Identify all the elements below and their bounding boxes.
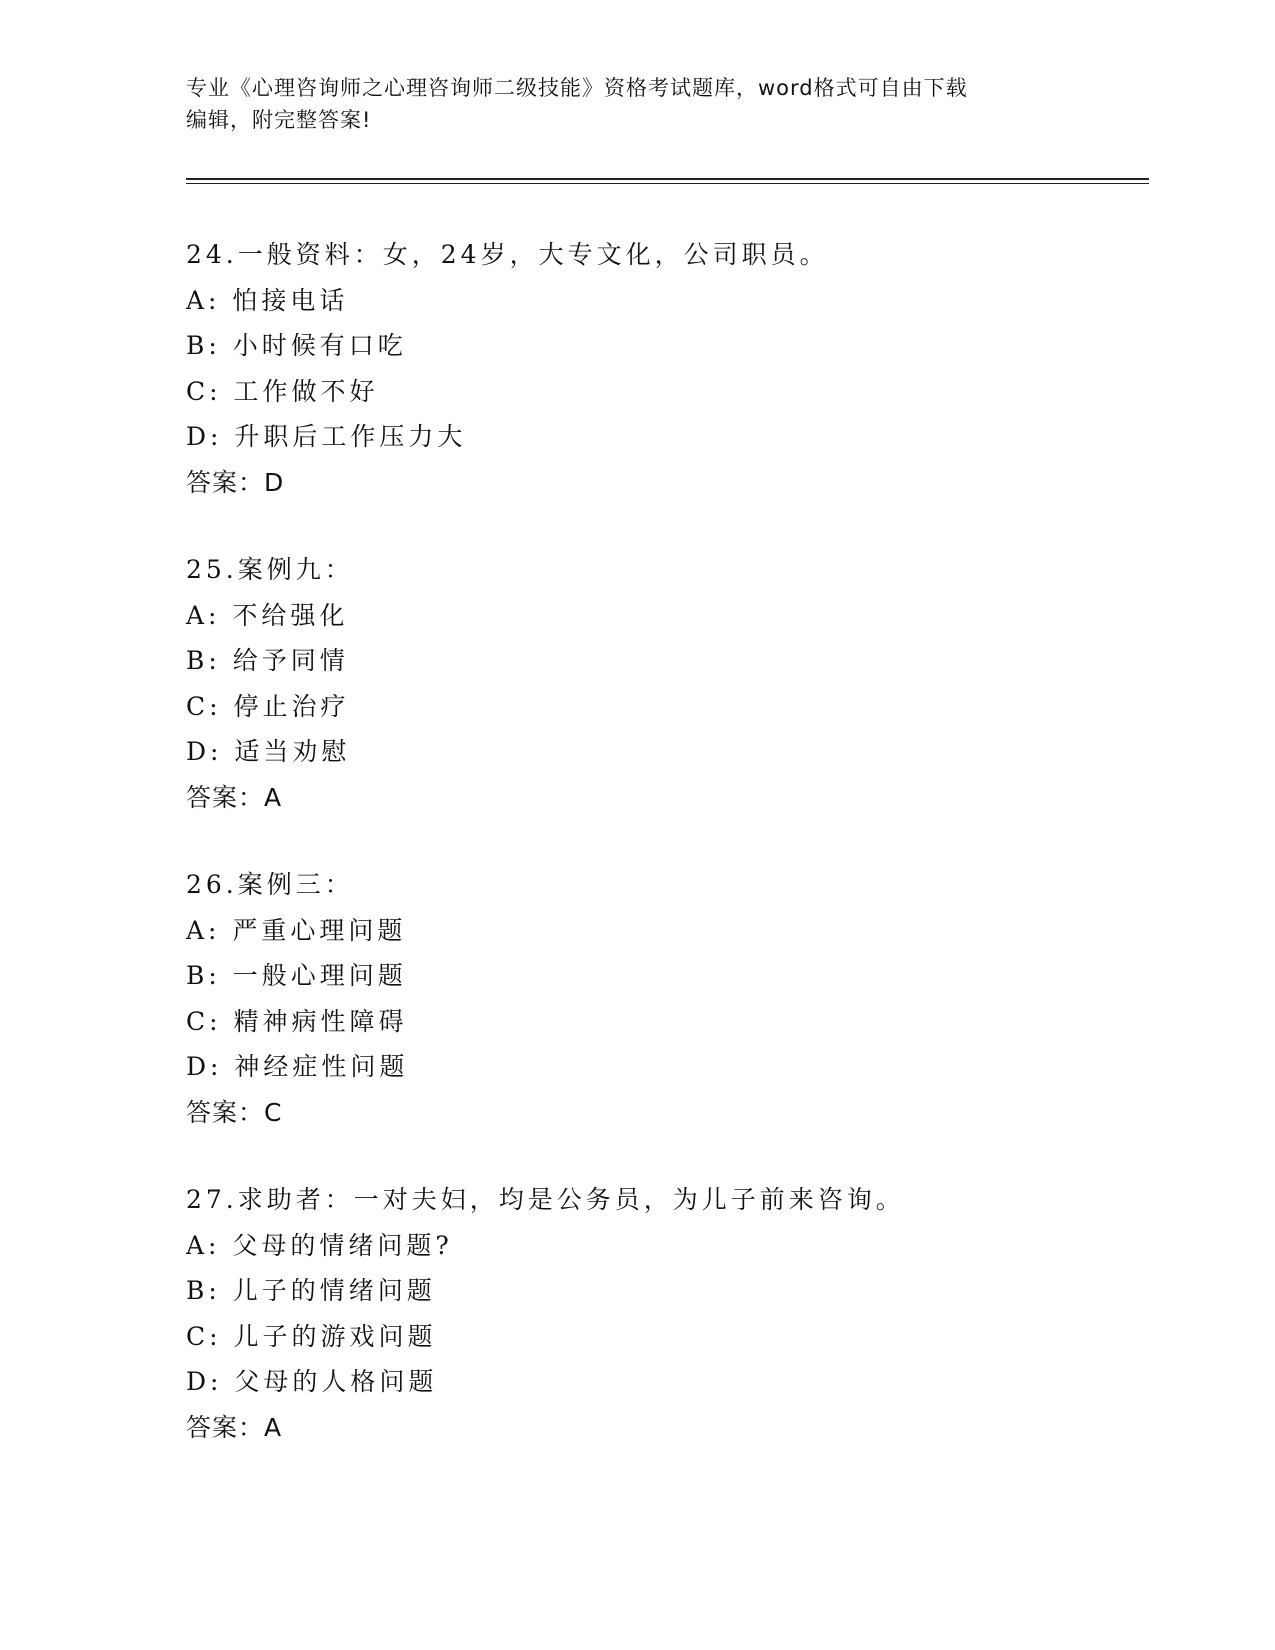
header-line-1: 专业《心理咨询师之心理咨询师二级技能》资格考试题库，word格式可自由下载 bbox=[186, 76, 968, 100]
question-block bbox=[186, 862, 408, 1135]
option-c: C: 工作做不好 bbox=[186, 376, 379, 406]
question-stem: 26.案例三： bbox=[186, 870, 354, 899]
answer-line: 答案：C bbox=[186, 1097, 283, 1127]
header-divider bbox=[186, 178, 1149, 184]
option-b: B: 一般心理问题 bbox=[186, 961, 407, 990]
option-b: B: 儿子的情绪问题 bbox=[186, 1276, 436, 1305]
question-block bbox=[186, 1177, 905, 1450]
option-a: A: 怕接电话 bbox=[186, 285, 349, 315]
question-stem: 24.一般资料：女，24岁，大专文化，公司职员。 bbox=[186, 240, 829, 269]
option-c: C: 停止治疗 bbox=[186, 691, 350, 721]
answer-line: 答案：D bbox=[186, 467, 285, 497]
answer-line: 答案：A bbox=[186, 782, 283, 812]
option-c: C: 精神病性障碍 bbox=[186, 1006, 408, 1036]
option-b: B: 小时候有口吃 bbox=[186, 331, 407, 360]
question-stem: 25.案例九： bbox=[186, 555, 354, 584]
option-a: A: 严重心理问题 bbox=[186, 915, 407, 945]
option-a: A: 不给强化 bbox=[186, 600, 349, 630]
option-d: D: 神经症性问题 bbox=[186, 1052, 409, 1081]
option-d: D: 升职后工作压力大 bbox=[186, 422, 467, 451]
question-stem: 27.求助者：一对夫妇，均是公务员，为儿子前来咨询。 bbox=[186, 1185, 905, 1214]
document-header bbox=[186, 72, 1066, 136]
option-c: C: 儿子的游戏问题 bbox=[186, 1321, 437, 1351]
answer-line: 答案：A bbox=[186, 1412, 283, 1442]
header-line-2: 编辑，附完整答案! bbox=[186, 108, 372, 132]
question-block bbox=[186, 232, 829, 505]
question-block bbox=[186, 547, 354, 820]
option-d: D: 父母的人格问题 bbox=[186, 1367, 438, 1396]
option-b: B: 给予同情 bbox=[186, 646, 349, 675]
option-d: D: 适当劝慰 bbox=[186, 737, 351, 766]
option-a: A: 父母的情绪问题? bbox=[186, 1230, 453, 1260]
